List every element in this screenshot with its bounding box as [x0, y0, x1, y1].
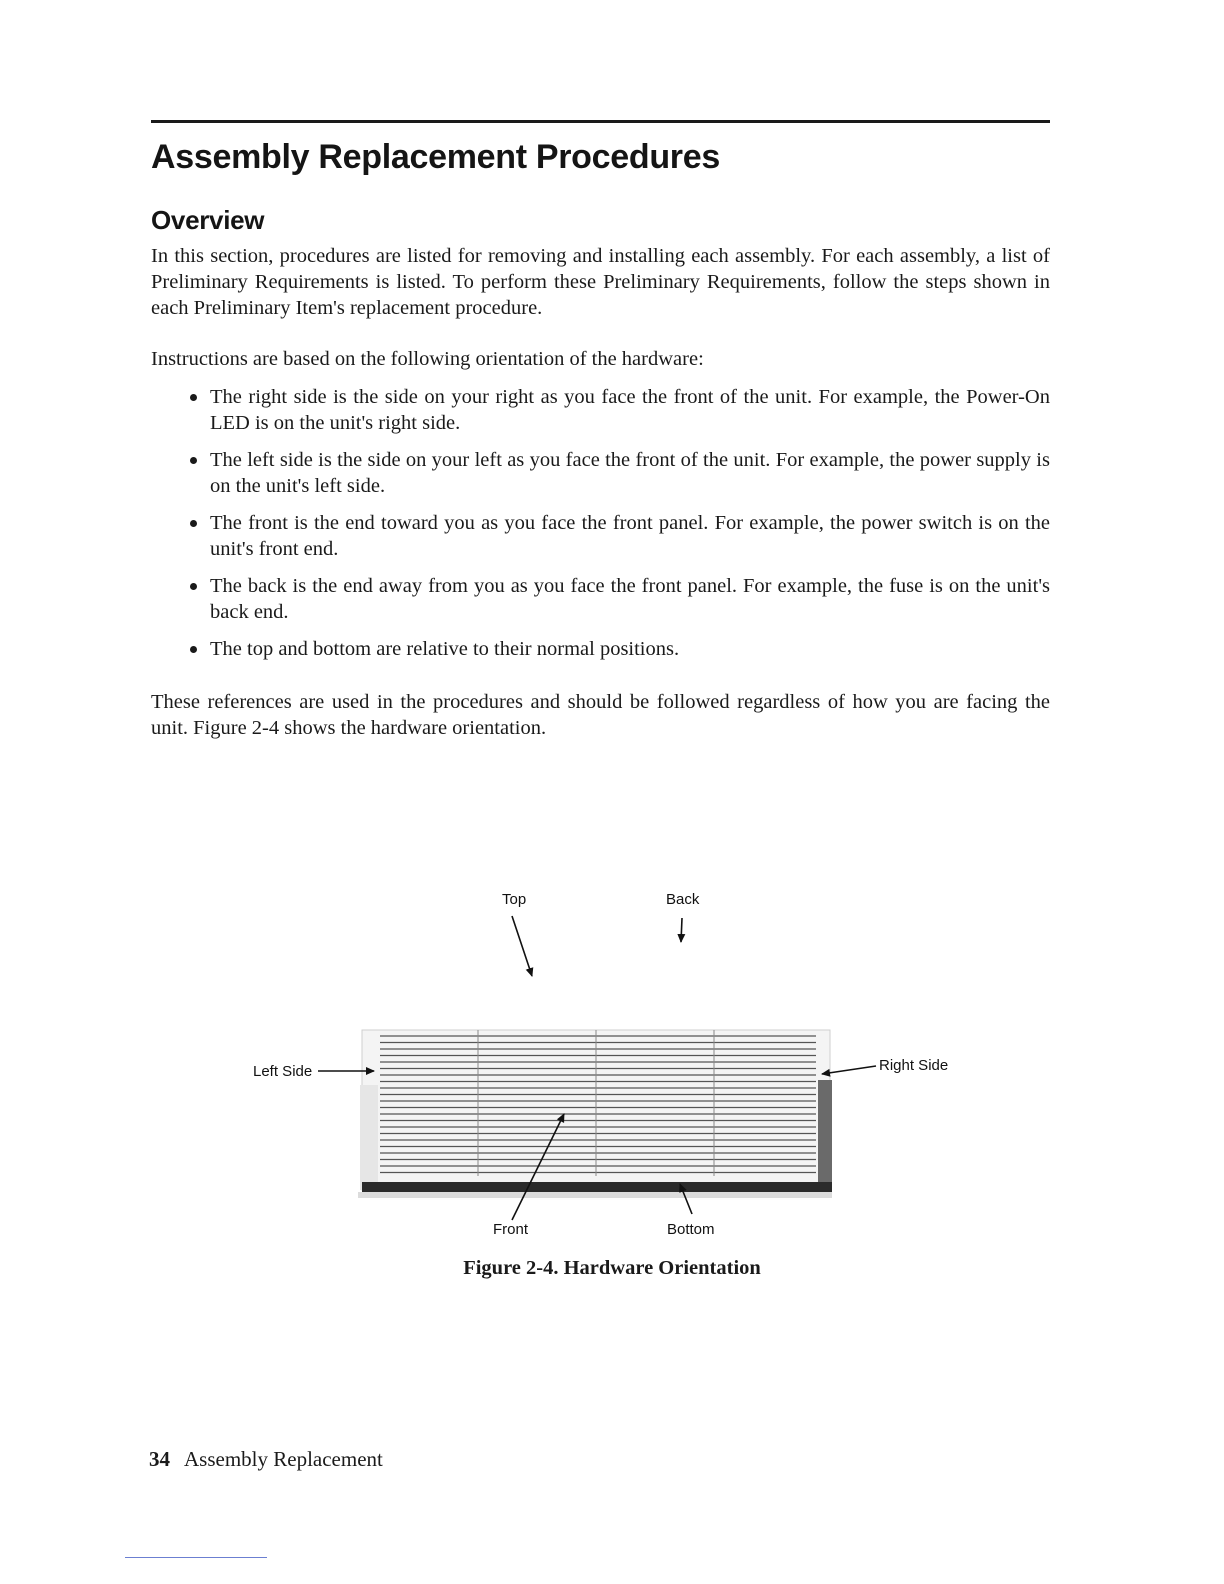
- hardware-unit-illustration: [240, 880, 980, 1250]
- list-item: The right side is the side on your right as you face the front of the unit. For example, the Power-On LED is on the unit's right side.: [151, 384, 1050, 436]
- unit-body: [358, 1030, 832, 1198]
- figure-caption: Figure 2-4. Hardware Orientation: [463, 1257, 761, 1279]
- top-rule: [151, 120, 1050, 123]
- references-paragraph: These references are used in the procedures and should be followed regardless of how you are facing the unit. Figure 2-4 shows the hardware orientation.: [151, 691, 1050, 739]
- list-item: The top and bottom are relative to their normal positions.: [151, 636, 1050, 662]
- bullet-icon: [190, 583, 197, 590]
- bullet-icon: [190, 520, 197, 527]
- instructions-paragraph: Instructions are based on the following orientation of the hardware:: [151, 348, 704, 370]
- bottom-label: Bottom: [667, 1221, 715, 1238]
- subsection-title: Overview: [151, 205, 265, 235]
- list-item: The front is the end toward you as you face the front panel. For example, the power switch is on the unit's front end.: [151, 510, 1050, 562]
- hardware-orientation-figure: [240, 880, 980, 1250]
- bottom-edge-line: [125, 1557, 267, 1558]
- left-side-label: Left Side: [253, 1063, 313, 1080]
- orientation-list: [151, 384, 1050, 673]
- page-footer: [149, 1447, 383, 1472]
- top-arrow: [512, 916, 532, 976]
- bullet-icon: [190, 394, 197, 401]
- list-item: The back is the end away from you as you face the front panel. For example, the fuse is on the unit's back end.: [151, 573, 1050, 625]
- running-title: Assembly Replacement: [184, 1447, 383, 1471]
- list-item: The left side is the side on your left as you face the front of the unit. For example, the power supply is on the unit's left side.: [151, 447, 1050, 499]
- back-label: Back: [666, 891, 700, 908]
- back-arrow: [681, 918, 682, 942]
- section-title: Assembly Replacement Procedures: [151, 138, 720, 176]
- right-side-label: Right Side: [879, 1057, 949, 1074]
- intro-paragraph: In this section, procedures are listed for removing and installing each assembly. For each assembly, a list of Preliminary Requirements is listed. To perform these Preliminary Requirements, follow the steps shown in each Preliminary Item's replacement procedure.: [151, 245, 1050, 319]
- page-number: 34: [149, 1447, 170, 1471]
- bullet-icon: [190, 646, 197, 653]
- front-label: Front: [493, 1221, 529, 1238]
- top-label: Top: [502, 891, 527, 908]
- bullet-icon: [190, 457, 197, 464]
